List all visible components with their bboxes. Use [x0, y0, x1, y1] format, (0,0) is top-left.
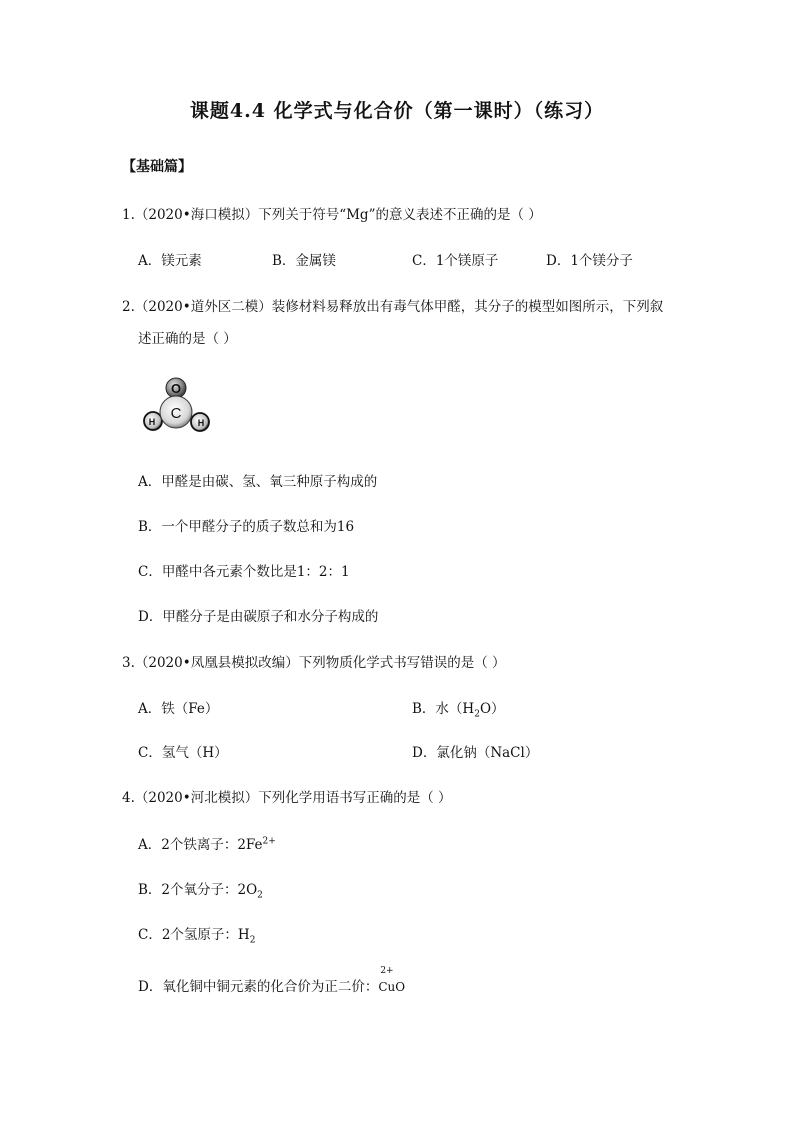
question-1-stem: 1.（2020•海口模拟）下列关于符号“Mg”的意义表述不正确的是（ ） — [122, 207, 542, 223]
question-2-option-b: B．一个甲醛分子的质子数总和为16 — [138, 519, 355, 535]
question-4-stem: 4.（2020•河北模拟）下列化学用语书写正确的是（ ） — [122, 790, 452, 806]
question-1-option-d: D．1个镁分子 — [546, 253, 633, 269]
formaldehyde-molecule-model — [140, 372, 216, 436]
valence-marker: 2+ — [380, 966, 394, 976]
question-4-option-c: C．2个氢原子：$H_2$ — [138, 927, 256, 946]
question-3-option-b: B．水$(H_2O)$ — [412, 701, 505, 720]
section-heading: 【基础篇】 — [122, 159, 192, 175]
question-3-option-c: C．氢气（H） — [138, 745, 228, 761]
question-1-option-c: C．1个镁原子 — [412, 253, 499, 269]
page-title: 课题4.4 化学式与化合价（第一课时）（练习） — [189, 100, 605, 122]
carbon-label: C — [170, 405, 182, 422]
hydrogen-label-left: H — [148, 417, 156, 427]
question-4-option-a: A．2个铁离子：$2Fe^{2+}$ — [138, 836, 276, 853]
cuo-formula: CuO — [378, 980, 406, 994]
oxygen-label: O — [170, 381, 182, 396]
question-1-option-b: B．金属镁 — [272, 253, 336, 269]
question-1-option-a: A．镁元素 — [138, 253, 202, 269]
question-2-stem-line1: 2.（2020•道外区二模）装修材料易释放出有毒气体甲醛，其分子的模型如图所示，下列叙 — [122, 299, 664, 315]
question-4-option-d: D．氧化铜中铜元素的化合价为正二价： 2+ CuO — [138, 966, 406, 995]
cuo-valence-formula — [378, 966, 406, 995]
question-2-option-d: D．甲醛分子是由碳原子和水分子构成的 — [138, 609, 379, 625]
question-3-option-a: A．铁（Fe） — [138, 701, 219, 717]
question-2-stem-line2: 述正确的是（ ） — [138, 331, 237, 347]
question-2-option-a: A．甲醛是由碳、氢、氧三种原子构成的 — [138, 474, 378, 490]
question-4-option-b: B．2个氧分子：$2O_2$ — [138, 882, 263, 901]
question-3-option-d: D．氯化钠（NaCl） — [412, 745, 539, 761]
question-2-option-c: C．甲醛中各元素个数比是1：2：1 — [138, 564, 350, 580]
hydrogen-label-right: H — [197, 418, 205, 428]
question-3-stem: 3.（2020•凤凰县模拟改编）下列物质化学式书写错误的是（ ） — [122, 655, 506, 671]
